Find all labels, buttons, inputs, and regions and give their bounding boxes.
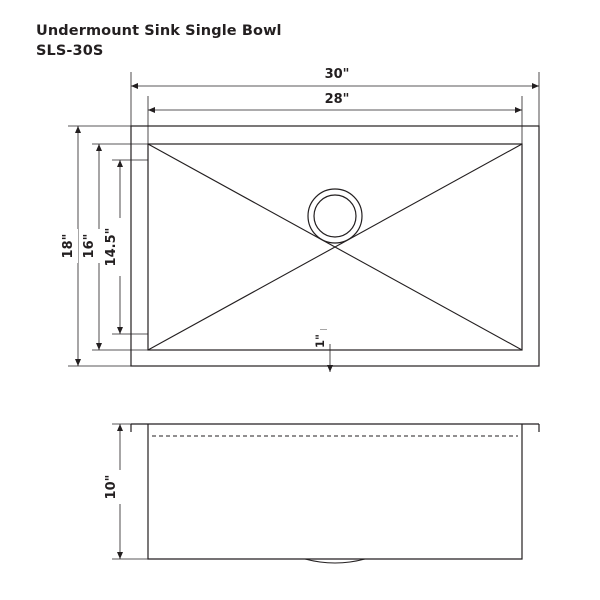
dimension-label-inner-depth: 16": [82, 233, 97, 259]
arrow-head: [117, 424, 123, 431]
basin-slope-line: [148, 247, 335, 350]
arrow-head: [117, 327, 123, 334]
arrow-head: [327, 365, 333, 372]
arrow-head: [117, 552, 123, 559]
dimension-label-bowl-depth: 14.5": [104, 227, 119, 267]
model-number: SLS-30S: [36, 42, 104, 59]
arrow-head: [515, 107, 522, 113]
dimension-label-drain-offset: 1": [313, 334, 327, 348]
arrow-head: [75, 359, 81, 366]
arrow-head: [96, 343, 102, 350]
drain-inner-circle: [314, 195, 356, 237]
dimension-label-overall-width: 30": [324, 67, 350, 82]
arrow-head: [75, 126, 81, 133]
dimension-label-inner-width: 28": [324, 92, 350, 107]
arrow-head: [96, 144, 102, 151]
arrow-head: [532, 83, 539, 89]
arrow-head: [117, 160, 123, 167]
arrow-head: [148, 107, 155, 113]
dimension-label-overall-depth: 18": [61, 233, 76, 259]
drain-outer-circle: [308, 189, 362, 243]
sink-outer-rim: [131, 126, 539, 366]
basin-slope-line: [335, 247, 522, 350]
arrow-head: [131, 83, 138, 89]
basin-slope-line: [148, 144, 335, 247]
side-view-body: [148, 424, 522, 559]
page-title: Undermount Sink Single Bowl: [36, 23, 282, 39]
dimension-label-height: 10": [104, 474, 119, 500]
basin-slope-line: [335, 144, 522, 247]
